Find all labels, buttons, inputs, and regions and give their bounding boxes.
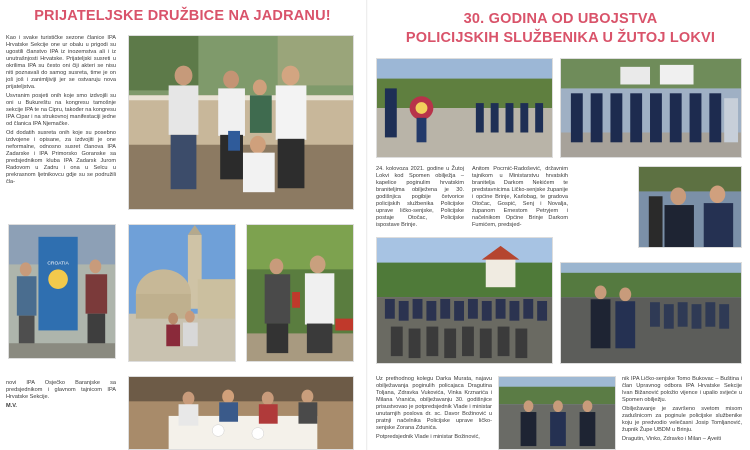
photo-ceremony-bottom (498, 376, 616, 450)
photo-minister-crowd (560, 262, 742, 364)
photo-crowd-memorial-chapel (376, 237, 553, 364)
right-column-1-text: 24. kolovoza 2021. godine u Žutoj Lokvi kod Spomen obilježja – kapelice poginulim hrvatskim braniteljima obilježena je 30. godišnjica pogibije četvorice policijskih službenika Policijske uprave ličko-senjske, Policijske postaje Otočac, Policijske ispostave Brinje. (376, 166, 464, 228)
left-bottom-caption-block (6, 380, 116, 412)
photo-two-men-award (246, 224, 354, 362)
right-column-3-text-cont: Potpredsjednik Vlade i ministar Božinović, (376, 434, 480, 440)
photo-wreath-ceremony (376, 58, 553, 158)
left-intro-paragraph-3: Od dodatih susreta onih koje su posebno izdvojene i opisane, za izdvojiti je one neformalne, odnosno susret članova IPA Zadarske i IPA Primorsko Goranske sa predsjednikom kluba IPA Zadarsk Jurom Radovom u Zadru i ona u Selcu u prekrasnom ljetnikovcu gdje su se podružili čla- (6, 130, 116, 185)
right-column-2-text: Anitom Pocrnić-Radošević, državnim tajnikom u Ministarstvu hrvatskih branitelja Darkom Nekićem te predstavnicima Ličko-senjske županije i općine Brinje, Karlobag, te gradova Otočac, Gospić, Senj i Novalja, županom Ernestom Petryjem i načelnikom Općine Brinje Darkom Fumićem, predsjed- (472, 166, 568, 228)
left-magazine-page (0, 0, 368, 450)
photo-zadar-church (128, 224, 236, 362)
right-text-column-1 (376, 166, 464, 231)
right-magazine-page (368, 0, 750, 450)
right-column-4-text-2: Obilježavanje je završeno svetom misom zadušnicom za poginule policijske službenike koju je predvodio velečasni Josip Tomljanović, župnik Župe UBDM u Brinju. (622, 406, 742, 433)
left-intro-paragraph-2: Usvranim posjeti onih koje smo izdvojili su oni u Bukureštu na kongresu tamošnje sekcije IPA te na Cipru, također na kongresu IPA Cipar i na strukovnoj manifestaciji jedne od članica IPA Njemačke. (6, 93, 116, 127)
photo-dinner-table (128, 376, 354, 450)
right-text-column-2 (472, 166, 568, 231)
left-intro-text (6, 35, 116, 188)
left-bottom-caption: novi IPA Osječko Baranjske sa predsjednikom i glavnom tajnicom IPA Hrvatske Sekcije. (6, 380, 116, 400)
right-text-column-4 (622, 376, 742, 445)
photo-ipa-banner (8, 224, 116, 359)
right-headline (378, 10, 743, 48)
group-photo-terrace (128, 35, 354, 210)
left-intro-paragraph-1: Kao i svake turističke sezone članice IPA Hrvatske Sekcije one ur obalu u prigodi su ugostili članstvo IPA iz inozemstva ali i iz unutrašnjosti Hrvatske. Prijateljski susreti u okrilima IPA su često oni čiji akteri se nisu niti poznavali do samog susreta, time je on još još i zanimljiviji jer se ostvaruju nova prijateljstva. (6, 35, 116, 90)
left-signature: M.V. (6, 403, 17, 409)
right-text-column-3 (376, 376, 492, 443)
right-headline-line-1: 30. GODINA OD UBOJSTVA (463, 11, 658, 27)
right-column-3-text: Uz prethodnog kolegu Darka Murata, najavu obilježavanja poginulih policajaca Dragutina Toljana, Zdravka Vukovića, Vinka Krznarića i Milana Vranića, obilježavanju 30. godišnjice prisustvovao je potpredsjednik Vlade i ministar unutarnjih poslova dr. sc. Davor Božinović u pratnji načelnika Policijske uprave ličko-senjske Zorana Zdunića. (376, 376, 492, 431)
right-column-4-text: nik IPA Ličko-senjske Tomo Bukovac – Buština i član Upravnog odbora IPA Hrvatske Sekcije Ivan Bižanović položio vijence i upalio svijeće u Spomen obilježju. (622, 376, 742, 403)
photo-officials-closeup (638, 166, 742, 248)
right-headline-line-2: POLICIJSKIH SLUŽBENIKA U ŽUTOJ LOKVI (405, 30, 716, 46)
right-column-4-text-3: Dragutin, Vinko, Zdravko i Milan – Ąveiti (622, 436, 722, 442)
banner-label: CROATIA (47, 261, 69, 267)
left-headline: PRIJATELJSKE DRUŽBICE NA JADRANU! (34, 8, 331, 24)
photo-police-officers-line (560, 58, 742, 158)
